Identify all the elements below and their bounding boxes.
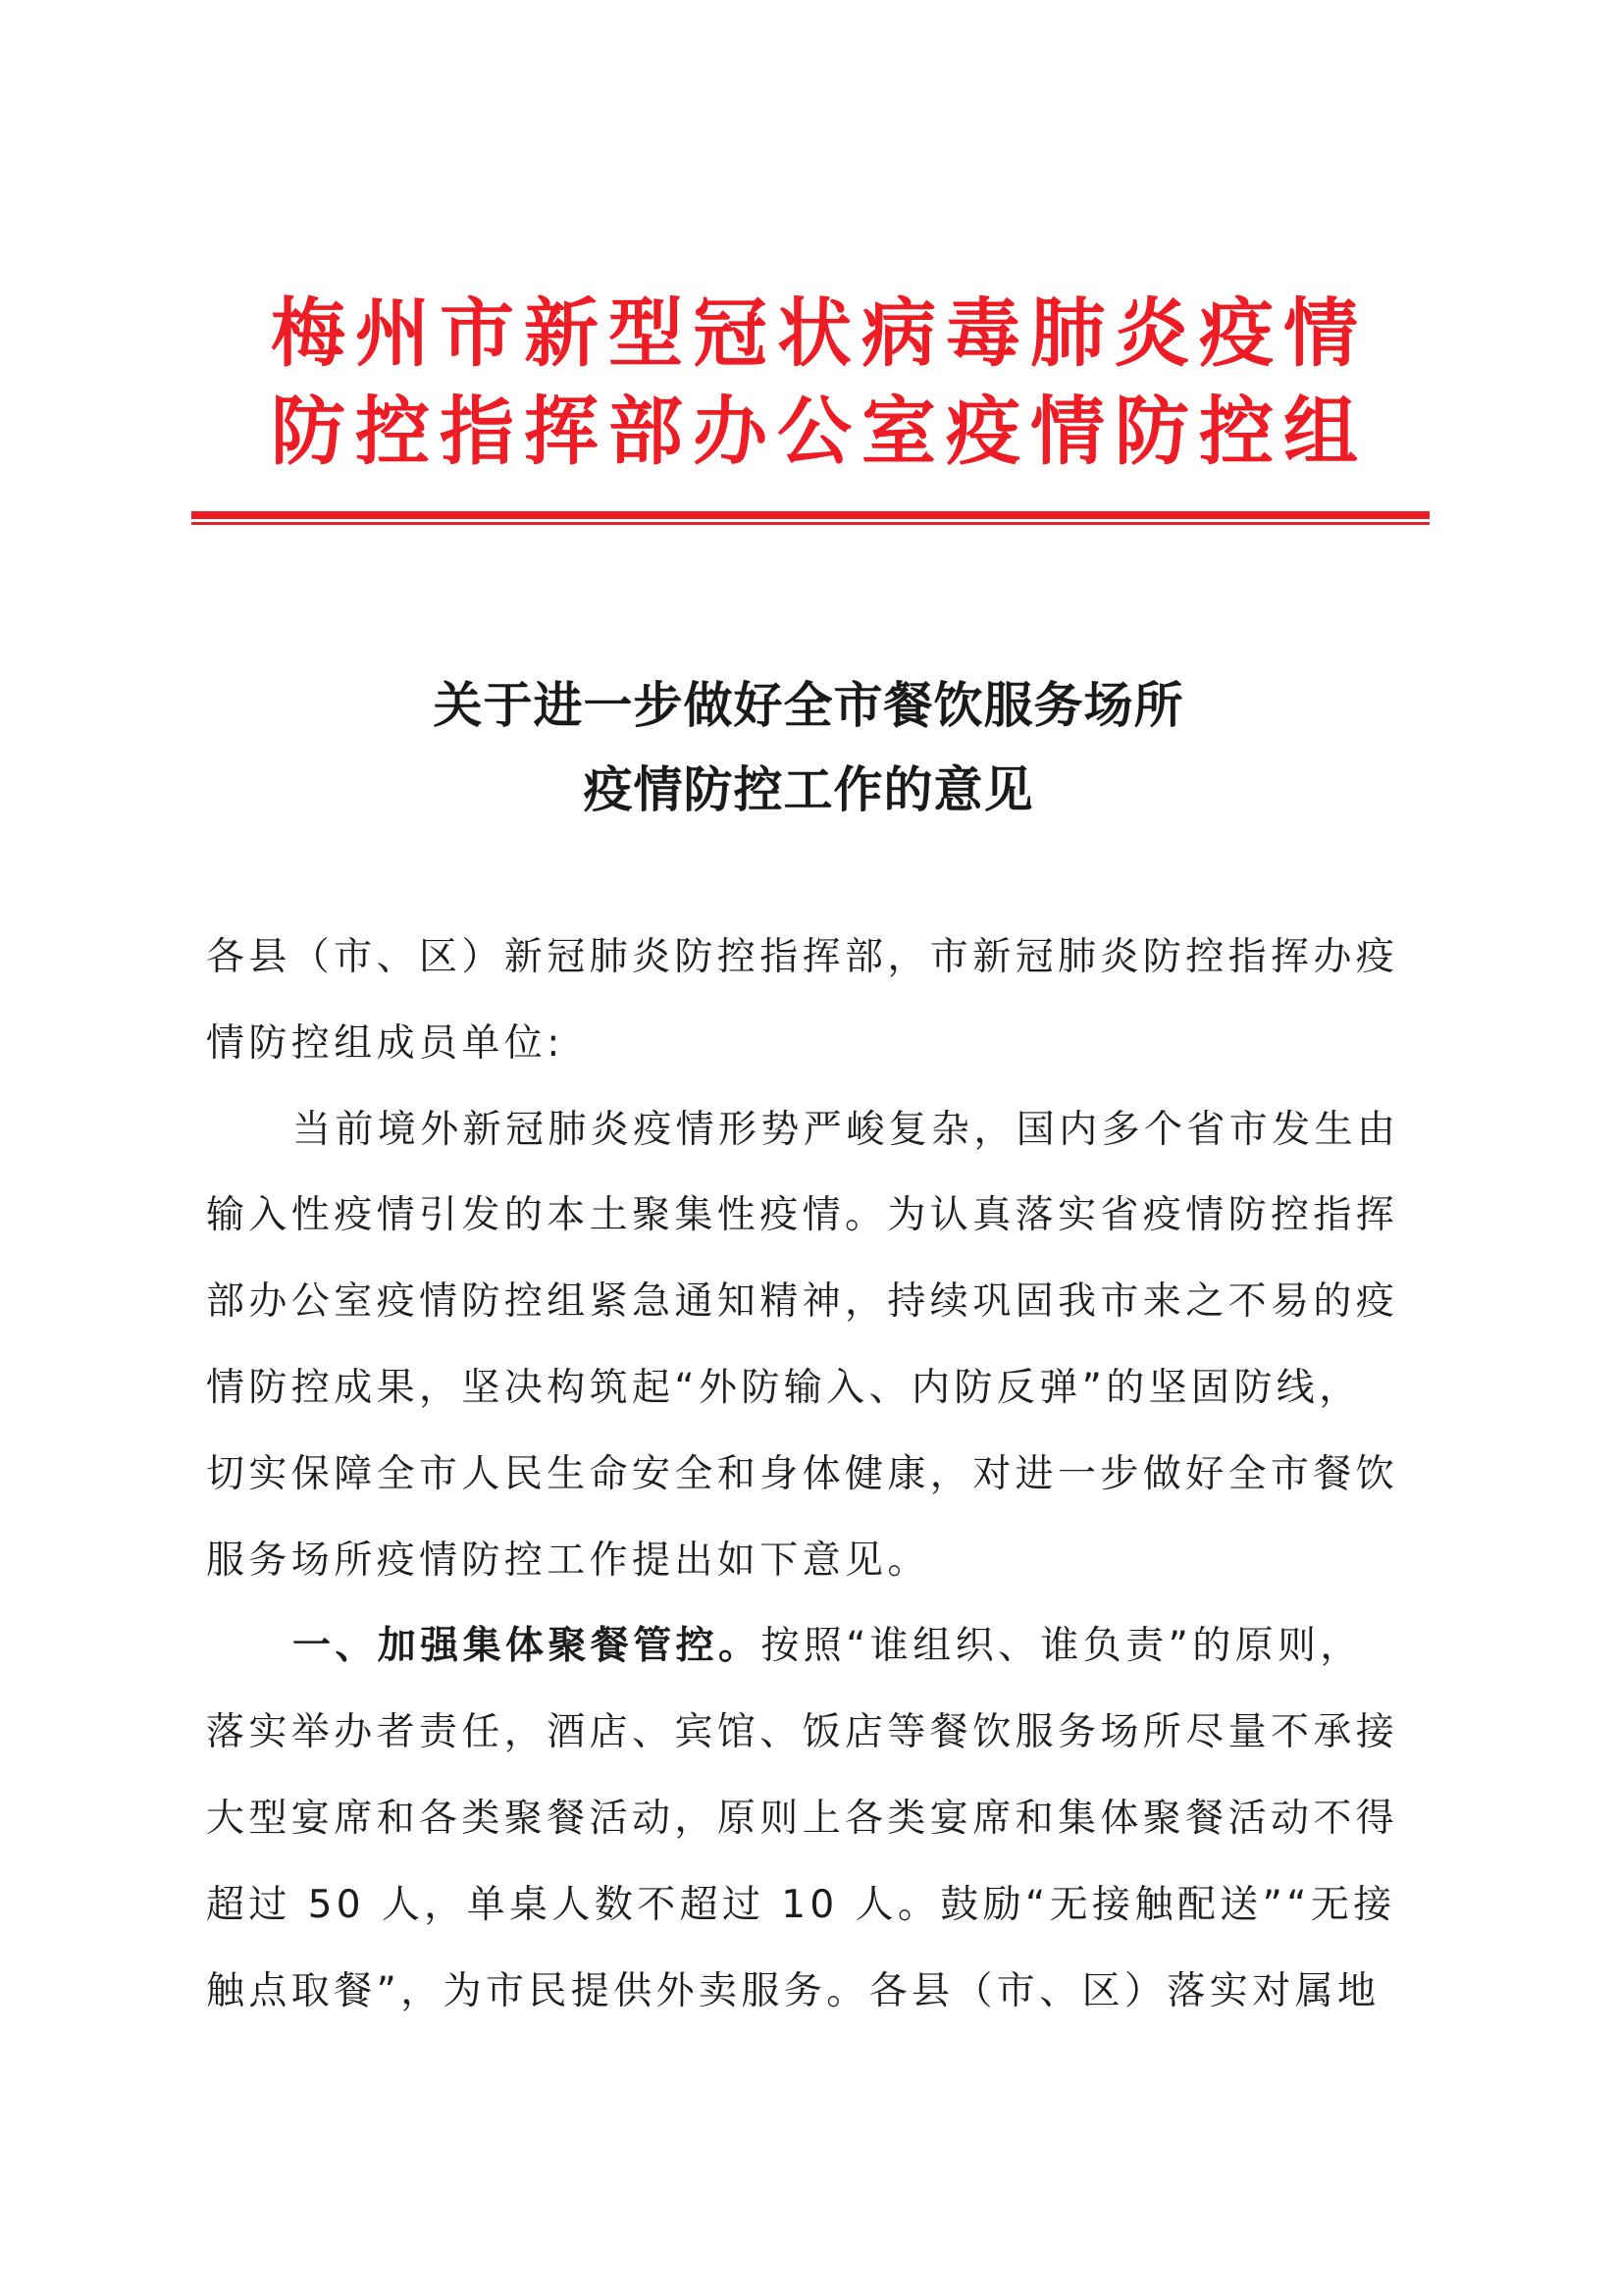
intro-line-3: 部办公室疫情防控组紧急通知精神，持续巩固我市来之不易的疫 [206,1279,1399,1325]
section-1-line-4: 超过 50 人，单桌人数不超过 10 人。鼓励“无接触配送”“无接 [206,1882,1396,1927]
header-line-2: 防控指挥部办公室疫情防控组 [271,388,1368,475]
section-1-heading: 一、加强集体聚餐管控。 [292,1624,761,1669]
title-line-1: 关于进一步做好全市餐饮服务场所 [433,676,1184,734]
salutation-line-1: 各县（市、区）新冠肺炎防控指挥部，市新冠肺炎防控指挥办疫 [206,935,1399,979]
intro-line-6: 服务场所疫情防控工作提出如下意见。 [206,1538,930,1583]
section-1-line-2: 落实举办者责任，酒店、宾馆、饭店等餐饮服务场所尽量不承接 [206,1710,1399,1755]
title-line-2: 疫情防控工作的意见 [583,760,1034,818]
intro-line-1: 当前境外新冠肺炎疫情形势严峻复杂，国内多个省市发生由 [292,1107,1400,1152]
red-separator-thick [191,511,1430,519]
section-1-first-line-rest: 按照“谁组织、谁负责”的原则， [760,1624,1363,1669]
intro-line-4: 情防控成果，坚决构筑起“外防输入、内防反弹”的坚固防线， [206,1365,1362,1410]
section-1-first-line [206,1603,1433,1690]
salutation-line-2: 情防控组成员单位: [206,1020,564,1066]
issuing-office-header [206,285,1433,481]
header-line-1: 梅州市新型冠状病毒肺炎疫情 [271,289,1368,377]
document-body [206,914,1433,2034]
document-title [0,663,1617,832]
section-1-line-3: 大型宴席和各类聚餐活动，原则上各类宴席和集体聚餐活动不得 [206,1796,1399,1841]
section-1-line-5: 触点取餐”，为市民提供外卖服务。各县（市、区）落实对属地 [206,1968,1381,2013]
red-separator-thin [191,522,1430,525]
intro-line-2: 输入性疫情引发的本土聚集性疫情。为认真落实省疫情防控指挥 [206,1193,1399,1238]
intro-line-5: 切实保障全市人民生命安全和身体健康，对进一步做好全市餐饮 [206,1451,1399,1496]
